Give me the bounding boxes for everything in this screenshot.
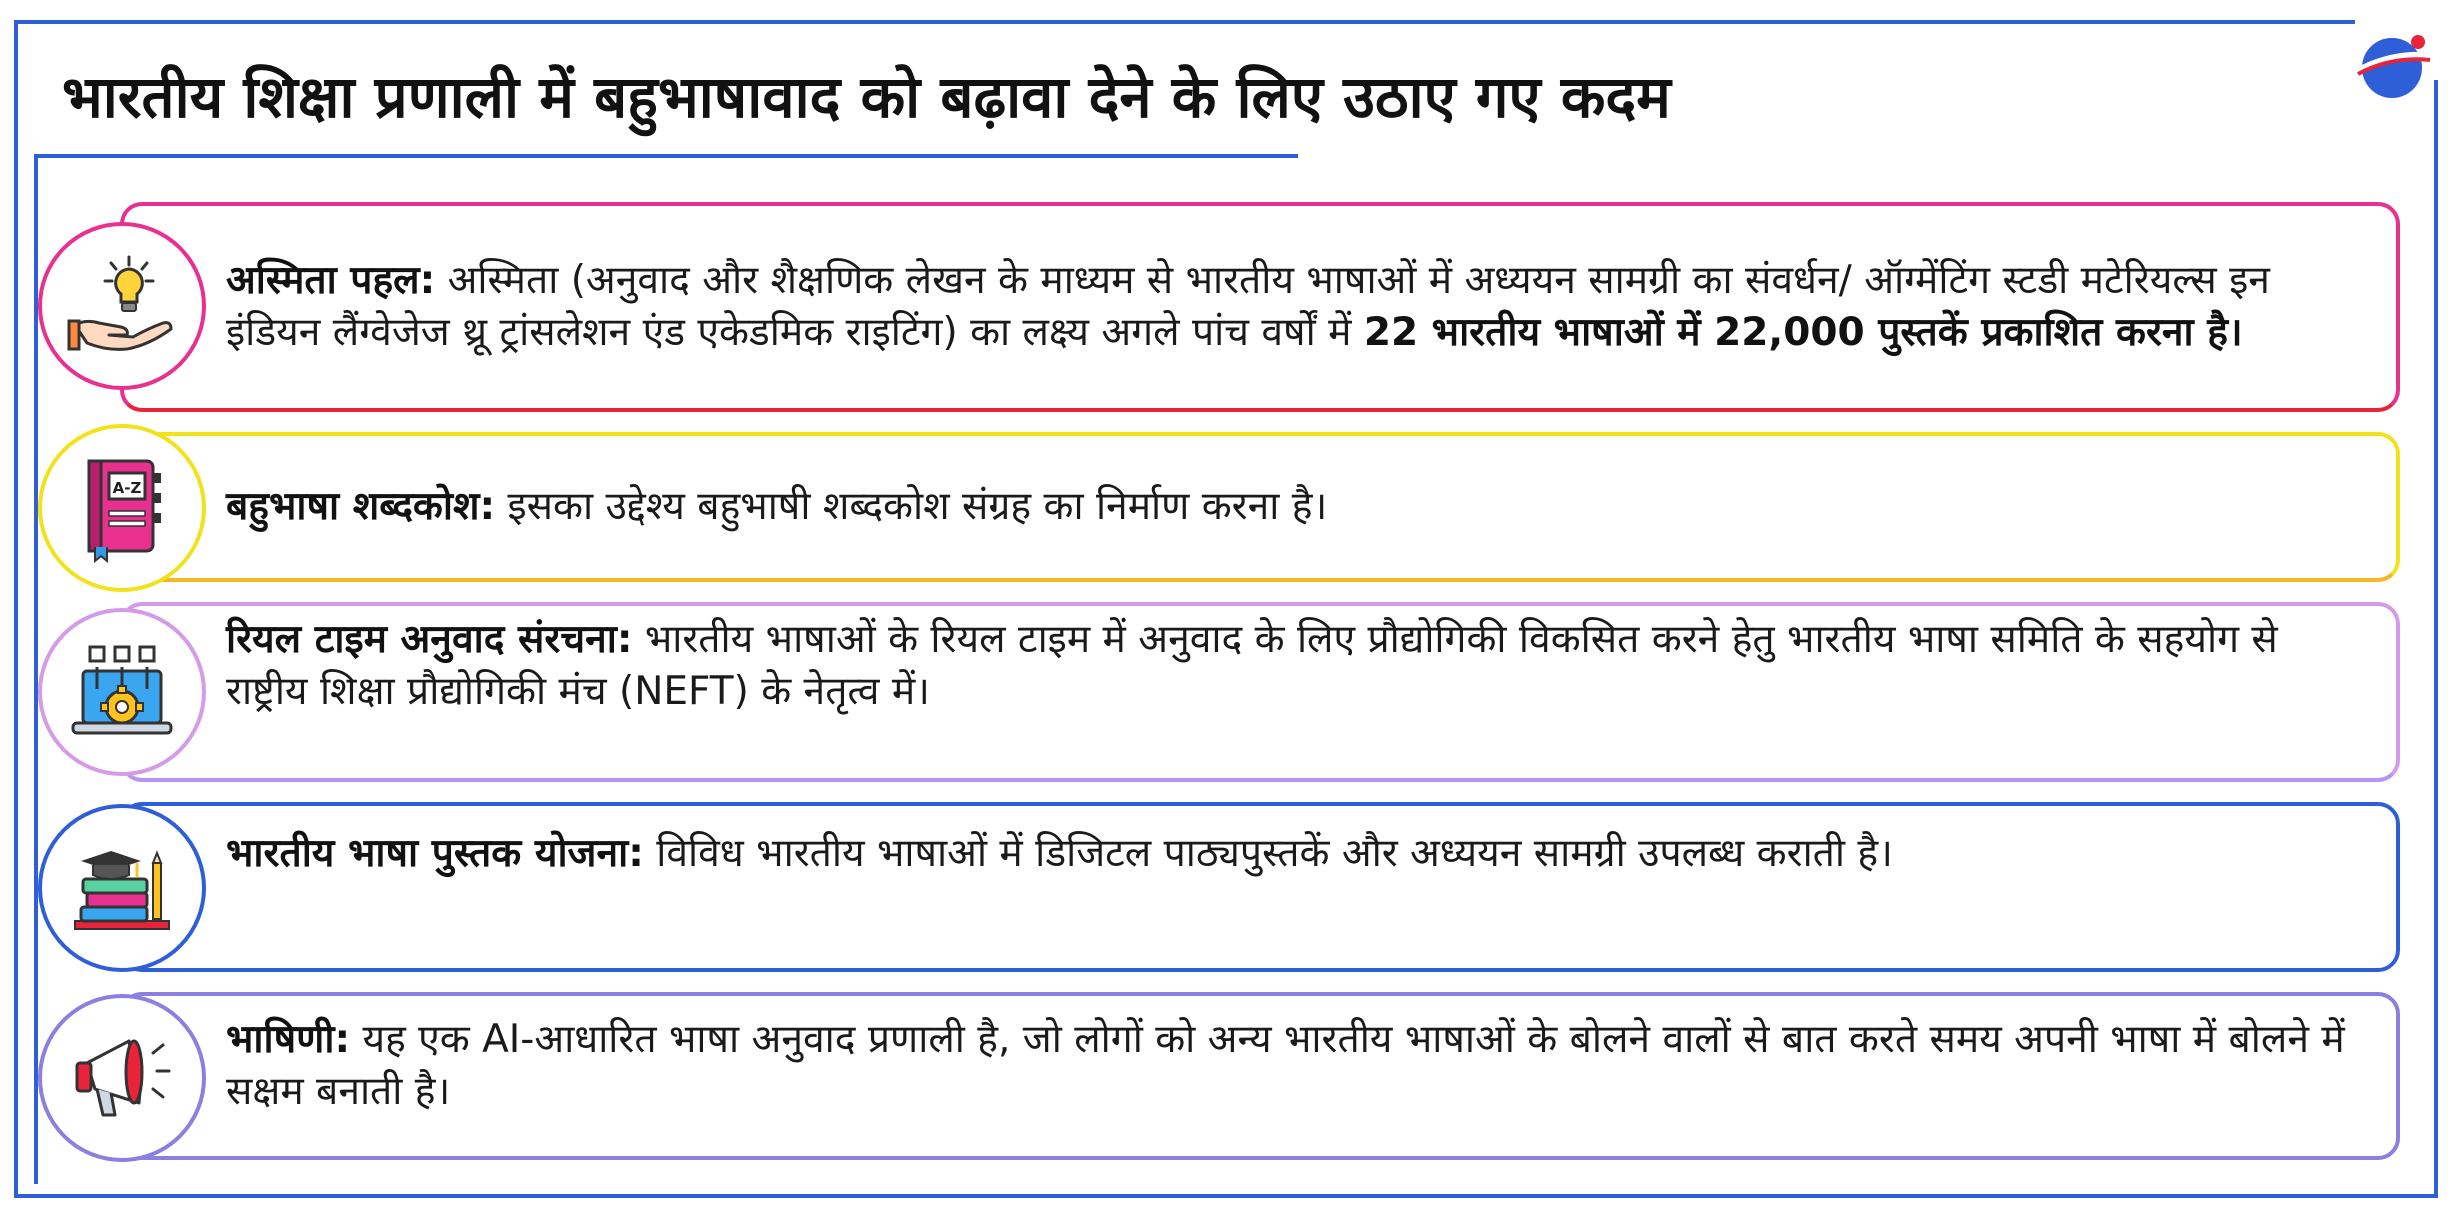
- item-icon-circle: [38, 424, 206, 592]
- item-lead: बहुभाषा शब्दकोश:: [226, 484, 496, 529]
- dictionary-label: A-Z: [112, 479, 142, 497]
- item-card-book-scheme: [120, 802, 2400, 972]
- item-lead: भारतीय भाषा पुस्तक योजना:: [226, 831, 644, 876]
- item-text: [226, 614, 2356, 718]
- item-body: यह एक AI-आधारित भाषा अनुवाद प्रणाली है, जो लोगों को अन्य भारतीय भाषाओं के बोलने वालों से बात करते समय अपनी भाषा में बोलने में सक्षम बनाती है।: [226, 1017, 2345, 1114]
- item-text: [226, 255, 2356, 359]
- title-underline: [34, 154, 1298, 158]
- item-card-realtime: [120, 602, 2400, 782]
- item-body: इसका उद्देश्य बहुभाषी शब्दकोश संग्रह का निर्माण करना है।: [495, 484, 1328, 529]
- item-icon-circle: [38, 222, 206, 390]
- item-text: [226, 1014, 2356, 1118]
- item-lead: अस्मिता पहल:: [226, 258, 436, 303]
- item-body: विविध भारतीय भाषाओं में डिजिटल पाठ्यपुस्तकें और अध्ययन सामग्री उपलब्ध कराती है।: [643, 831, 1893, 876]
- item-card-asmita: [120, 202, 2400, 412]
- item-lead: भाषिणी:: [226, 1017, 351, 1062]
- item-body: भारतीय भाषाओं के रियल टाइम में अनुवाद के लिए प्रौद्योगिकी विकसित करने हेतु भारतीय भाषा समिति के सहयोग से राष्ट्रीय शिक्षा प्रौद्योगिकी मंच (NEFT) के नेतृत्व में।: [226, 617, 2278, 714]
- item-icon-circle: [38, 608, 206, 776]
- brand-logo-icon: [2352, 22, 2436, 106]
- dictionary-book-icon: [67, 453, 177, 563]
- page-title: भारतीय शिक्षा प्रणाली में बहुभाषावाद को बढ़ावा देने के लिए उठाए गए कदम: [62, 63, 1671, 131]
- item-lead: रियल टाइम अनुवाद संरचना:: [226, 617, 633, 662]
- item-body: अस्मिता (अनुवाद और शैक्षणिक लेखन के माध्यम से भारतीय भाषाओं में अध्ययन सामग्री का संवर्धन/ ऑग्मेंटिंग स्टडी मटेरियल्स इन इंडियन लैंग्वेजेज थ्रू ट्रांसलेशन एंड एकेडमिक राइटिंग) का लक्ष्य अगले पांच वर्षों में: [226, 258, 2270, 355]
- megaphone-icon: [67, 1023, 177, 1133]
- item-icon-circle: [38, 804, 206, 972]
- item-card-dictionary: [120, 432, 2400, 582]
- item-text: [226, 481, 1327, 533]
- books-graduation-cap-icon: [67, 833, 177, 943]
- item-text: [226, 828, 1893, 880]
- laptop-gear-network-icon: [67, 637, 177, 747]
- item-icon-circle: [38, 994, 206, 1162]
- item-card-bhashini: [120, 992, 2400, 1160]
- item-highlight: 22 भारतीय भाषाओं में 22,000 पुस्तकें प्रकाशित करना है।: [1363, 310, 2243, 355]
- hand-lightbulb-icon: [67, 251, 177, 361]
